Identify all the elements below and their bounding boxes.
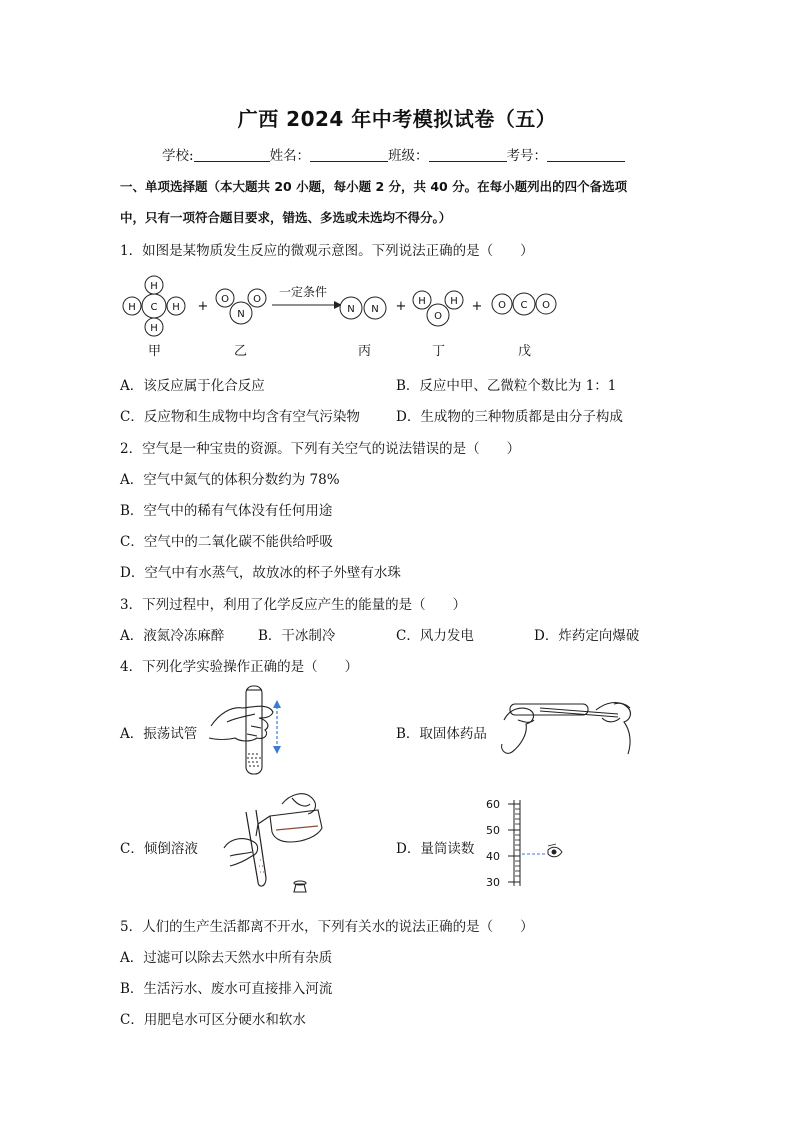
svg-text:O: O (542, 300, 550, 311)
q2-option-c: C．空气中的二氧化碳不能供给呼吸 (120, 534, 333, 550)
q5-stem: 5．人们的生产生活都离不开水，下列有关水的说法正确的是（ ） (120, 919, 534, 935)
svg-text:H: H (450, 296, 458, 307)
svg-text:N: N (371, 304, 379, 315)
svg-text:N: N (347, 304, 355, 315)
molecule-ding (413, 291, 463, 326)
school-blank[interactable] (194, 147, 270, 162)
plus-sign: + (395, 299, 407, 314)
q2-stem: 2．空气是一种宝贵的资源。下列有关空气的说法错误的是（ ） (120, 441, 521, 457)
section-header-line2: 中，只有一项符合题目要求，错选、多选或未选均不得分。） (120, 210, 452, 225)
exam-no-label: 考号： (506, 148, 548, 164)
svg-text:C: C (520, 300, 528, 311)
shaking-test-tube-illustration (205, 684, 295, 779)
plus-sign: + (197, 299, 209, 314)
molecule-jia (123, 276, 185, 336)
label-wu: 戊 (518, 344, 532, 359)
q1-option-d: D．生成物的三种物质都是由分子构成 (396, 409, 623, 425)
molecule-yi (216, 289, 266, 324)
name-label: 姓名： (269, 148, 311, 164)
label-ding: 丁 (432, 344, 446, 359)
student-info-line (162, 144, 625, 164)
class-blank[interactable] (429, 147, 507, 162)
name-blank[interactable] (310, 147, 388, 162)
q1-option-a: A．该反应属于化合反应 (120, 378, 265, 394)
q1-option-b: B．反应中甲、乙微粒个数比为 1：1 (396, 378, 617, 394)
q3-option-b: B．干冰制冷 (258, 628, 336, 644)
svg-text:H: H (150, 281, 158, 292)
q3-stem: 3．下列过程中，利用了化学反应产生的能量的是（ ） (120, 597, 467, 613)
q4-option-b: B．取固体药品 (396, 726, 487, 742)
q4-option-a: A．振荡试管 (120, 726, 198, 742)
q2-option-d: D．空气中有水蒸气，故放冰的杯子外壁有水珠 (120, 565, 401, 581)
exam-no-blank[interactable] (547, 147, 625, 162)
section-header-line1: 一、单项选择题（本大题共 20 小题，每小题 2 分，共 40 分。在每小题列出的四个备选项 (120, 179, 628, 194)
svg-text:O: O (434, 311, 442, 322)
svg-text:H: H (150, 323, 158, 334)
svg-text:O: O (253, 294, 261, 305)
graduated-cylinder-illustration (484, 794, 574, 890)
svg-text:N: N (237, 309, 245, 320)
q1-stem: 1．如图是某物质发生反应的微观示意图。下列说法正确的是（ ） (120, 243, 534, 259)
q4-option-c: C．倾倒溶液 (120, 841, 198, 857)
svg-text:C: C (150, 302, 158, 313)
pouring-liquid-illustration (200, 784, 340, 904)
svg-text:O: O (498, 300, 506, 311)
cylinder-tick-50: 50 (486, 824, 500, 837)
cylinder-tick-40: 40 (486, 850, 500, 863)
taking-solid-reagent-illustration (500, 690, 640, 760)
molecule-wu (492, 293, 556, 315)
q5-option-c: C．用肥皂水可区分硬水和软水 (120, 1012, 306, 1028)
q1-option-c: C．反应物和生成物中均含有空气污染物 (120, 409, 360, 425)
cylinder-tick-60: 60 (486, 798, 500, 811)
q3-option-d: D．炸药定向爆破 (534, 628, 640, 644)
q2-option-a: A．空气中氮气的体积分数约为 78% (120, 472, 340, 488)
class-label: 班级： (388, 148, 429, 164)
svg-text:H: H (418, 296, 426, 307)
q4-stem: 4．下列化学实验操作正确的是（ ） (120, 659, 359, 675)
cylinder-tick-30: 30 (486, 876, 500, 889)
q2-option-b: B．空气中的稀有气体没有任何用途 (120, 503, 333, 519)
label-jia: 甲 (148, 344, 162, 359)
plus-sign: + (471, 299, 483, 314)
q3-option-a: A．液氮冷冻麻醉 (120, 628, 225, 644)
molecule-bing (340, 297, 386, 319)
page-title: 广西 2024 年中考模拟试卷（五） (237, 107, 557, 131)
label-yi: 乙 (234, 344, 248, 359)
svg-text:H: H (172, 302, 180, 313)
q3-option-c: C．风力发电 (396, 628, 474, 644)
svg-text:H: H (128, 302, 136, 313)
q4-option-d: D．量筒读数 (396, 841, 475, 857)
svg-text:O: O (221, 294, 229, 305)
label-bing: 丙 (358, 344, 372, 359)
q5-option-b: B．生活污水、废水可直接排入河流 (120, 981, 333, 997)
school-label: 学校: (162, 148, 194, 164)
reaction-condition: 一定条件 (278, 285, 328, 299)
q5-option-a: A．过滤可以除去天然水中所有杂质 (120, 950, 333, 966)
reaction-diagram (110, 268, 570, 363)
